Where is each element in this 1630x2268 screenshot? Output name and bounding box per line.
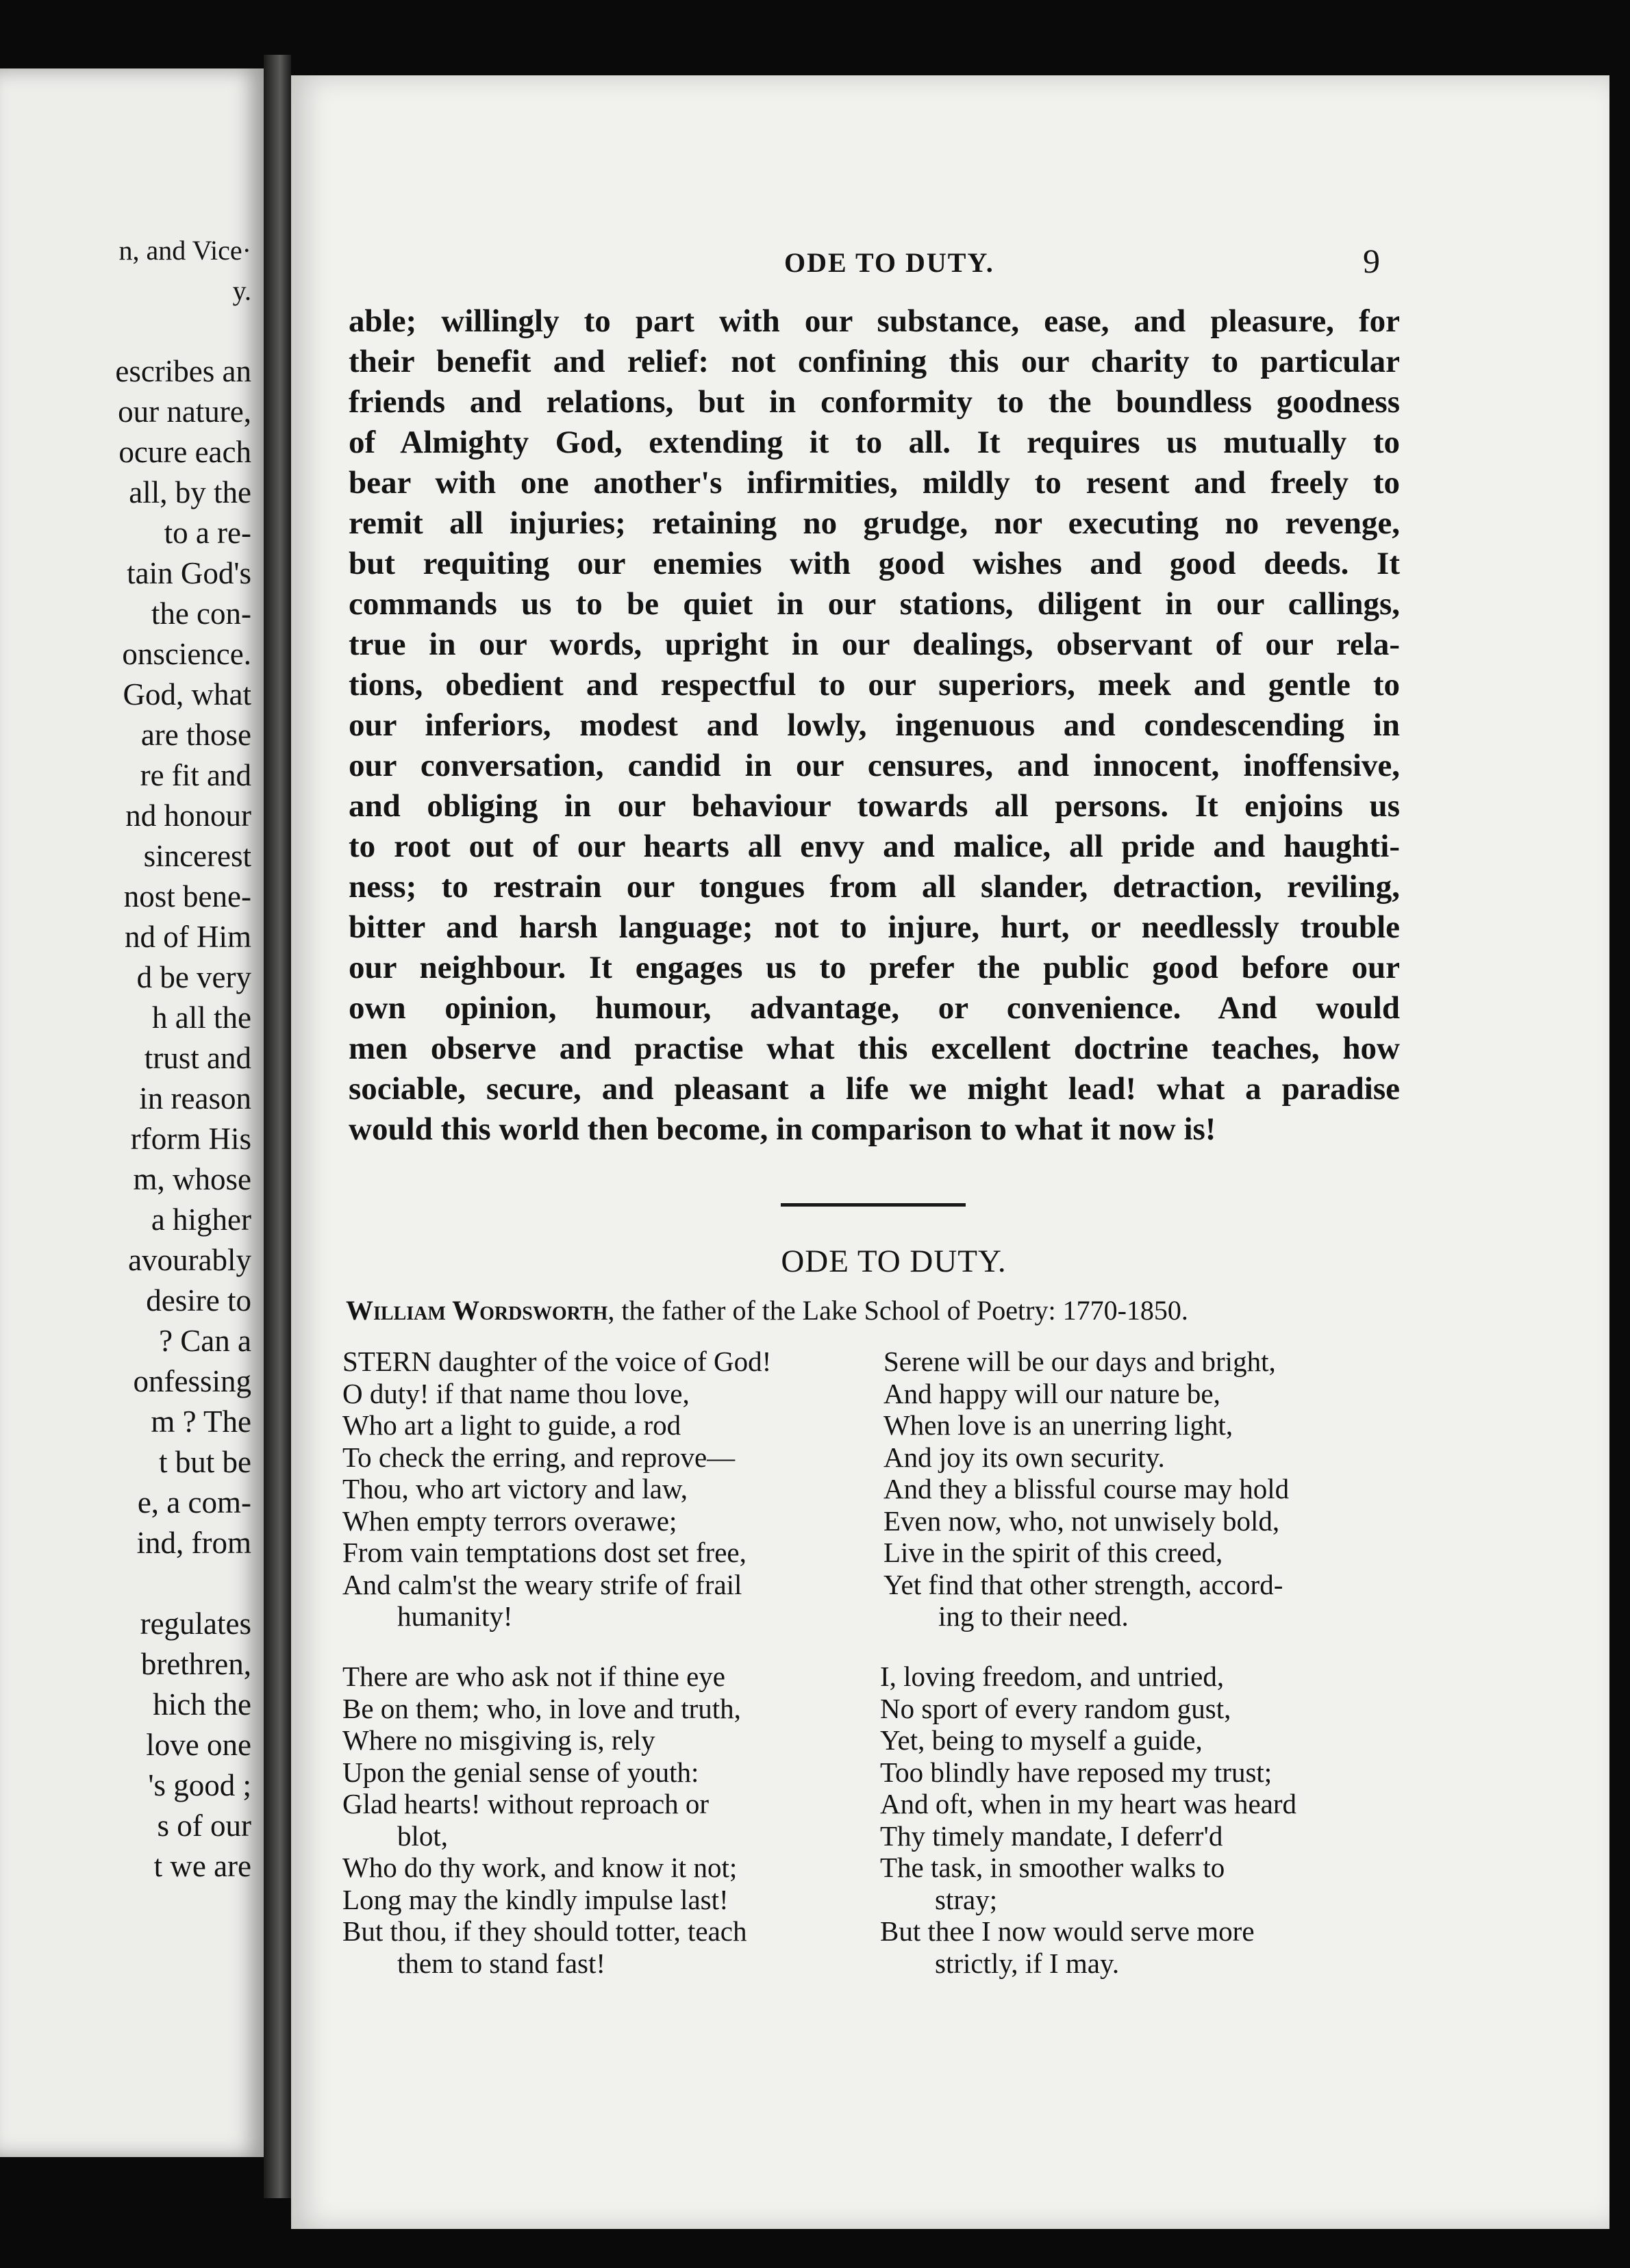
previous-page	[0, 68, 264, 2157]
previous-page-line: to a re-	[164, 516, 251, 550]
previous-page-line: s of our	[157, 1809, 251, 1843]
previous-page-line	[0, 1563, 251, 1604]
verse-line: Long may the kindly impulse last!	[342, 1883, 729, 1915]
poem-title: ODE TO DUTY.	[781, 1244, 1007, 1279]
verse-line: O duty! if that name thou love,	[342, 1377, 690, 1409]
verse-line: The task, in smoother walks to	[880, 1852, 1225, 1883]
running-head: ODE TO DUTY.	[784, 247, 994, 278]
verse-line: humanity!	[397, 1600, 513, 1632]
verse-line: Thou, who art victory and law,	[342, 1473, 688, 1504]
verse-line: There are who ask not if thine eye	[342, 1661, 725, 1692]
verse-line: When love is an unerring light,	[883, 1409, 1233, 1441]
previous-page-line: nd of Him	[125, 920, 251, 954]
previous-page-line: d be very	[136, 960, 251, 994]
prose-line: our neighbour. It engages us to prefer the public good before our	[349, 950, 1400, 985]
previous-page-line	[0, 311, 251, 351]
page-number: 9	[1363, 242, 1380, 280]
previous-page-line: avourably	[128, 1243, 251, 1277]
previous-page-line: e, a com-	[137, 1485, 251, 1520]
previous-page-line: desire to	[146, 1283, 251, 1318]
prose-line: would this world then become, in comparison to what it now is!	[349, 1111, 1216, 1147]
verse-line: Be on them; who, in love and truth,	[342, 1692, 741, 1724]
verse-line: STERN daughter of the voice of God!	[342, 1346, 772, 1377]
verse-line: Even now, who, not unwisely bold,	[883, 1504, 1280, 1537]
previous-page-text	[0, 68, 251, 1887]
verse-line: stray;	[935, 1883, 998, 1915]
stanza-1	[342, 1346, 883, 1633]
stanza-4	[880, 1661, 1421, 1979]
prose-line: own opinion, humour, advantage, or convenience. And would	[349, 990, 1400, 1026]
previous-page-line	[0, 68, 251, 109]
verse-line: And they a blissful course may hold	[883, 1473, 1290, 1504]
poem-author-line	[346, 1294, 1188, 1326]
verse-line: From vain temptations dost set free,	[342, 1537, 747, 1568]
prose-line: men observe and practise what this excellent doctrine teaches, how	[349, 1031, 1400, 1066]
previous-page-line: onfessing	[133, 1364, 251, 1398]
prose-line: their benefit and relief: not confining this our charity to particular	[349, 344, 1400, 379]
prose-line: remit all injuries; retaining no grudge, nor executing no revenge,	[349, 505, 1400, 541]
prose-line: our conversation, candid in our censures, and innocent, inoffensive,	[349, 748, 1400, 783]
verse-line: Glad hearts! without reproach or	[342, 1788, 710, 1819]
stanza-3	[342, 1661, 883, 1979]
previous-page-line: ? Can a	[159, 1324, 251, 1358]
previous-page-line: brethren,	[140, 1647, 251, 1681]
verse-line: And joy its own security.	[883, 1441, 1165, 1473]
previous-page-line: trust and	[144, 1041, 251, 1075]
previous-page-line: tain God's	[127, 556, 251, 590]
previous-page-line: ocure each	[118, 435, 251, 469]
previous-page-line: ind, from	[136, 1526, 251, 1560]
section-divider	[781, 1203, 966, 1207]
previous-page-line: t but be	[159, 1445, 251, 1479]
prose-line: true in our words, upright in our dealings, observant of our rela-	[349, 627, 1400, 662]
previous-page-line: escribes an	[115, 354, 251, 388]
previous-page-line: are those	[140, 718, 251, 752]
prose-line: our inferiors, modest and lowly, ingenuous and condescending in	[349, 707, 1400, 743]
book-gutter	[264, 55, 291, 2198]
previous-page-line: all, by the	[129, 475, 251, 509]
prose-line: but requiting our enemies with good wishes and good deeds. It	[349, 546, 1400, 581]
previous-page-line: hich the	[153, 1687, 251, 1722]
previous-page-line: love one	[146, 1728, 251, 1762]
verse-line: And happy will our nature be,	[883, 1377, 1220, 1409]
verse-line: But thou, if they should totter, teach	[342, 1915, 747, 1947]
previous-page-line: rform His	[130, 1122, 251, 1156]
prose-line: tions, obedient and respectful to our superiors, meek and gentle to	[349, 667, 1400, 703]
verse-line: Yet, being to myself a guide,	[880, 1724, 1203, 1756]
prose-line: bitter and harsh language; not to injure, hurt, or needlessly trouble	[349, 909, 1400, 945]
prose-line: bear with one another's infirmities, mildly to resent and freely to	[349, 465, 1400, 501]
prose-line: and obliging in our behaviour towards all persons. It enjoins us	[349, 788, 1400, 824]
prose-line: ness; to restrain our tongues from all slander, detraction, reviling,	[349, 869, 1400, 905]
verse-line: Where no misgiving is, rely	[342, 1724, 655, 1756]
poem-author-note: , the father of the Lake School of Poetry: 1770-1850.	[607, 1295, 1188, 1326]
verse-line: No sport of every random gust,	[880, 1692, 1231, 1724]
previous-page-line: in reason	[139, 1081, 251, 1116]
previous-page-line	[0, 109, 251, 149]
prose-line: of Almighty God, extending it to all. It requires us mutually to	[349, 425, 1400, 460]
previous-page-line: regulates	[140, 1606, 251, 1641]
previous-page-line: t we are	[153, 1849, 251, 1883]
verse-line: And oft, when in my heart was heard	[880, 1788, 1296, 1819]
previous-page-line: nost bene-	[123, 879, 251, 914]
previous-page-line: m, whose	[133, 1162, 251, 1196]
book-page	[291, 75, 1609, 2229]
previous-page-line: onscience.	[122, 637, 251, 671]
previous-page-line: nd honour	[125, 798, 251, 833]
previous-page-line: h all the	[152, 1000, 251, 1035]
page-edge-shadow	[1609, 68, 1630, 2260]
previous-page-line: 's good ;	[148, 1768, 251, 1802]
verse-line: ing to their need.	[938, 1600, 1129, 1632]
previous-page-line: m ? The	[151, 1404, 251, 1439]
page-header	[291, 242, 1609, 288]
verse-line: I, loving freedom, and untried,	[880, 1661, 1225, 1692]
verse-line: Thy timely mandate, I deferr'd	[880, 1819, 1223, 1852]
verse-line: Yet find that other strength, accord-	[883, 1568, 1283, 1600]
verse-line: And calm'st the weary strife of frail	[342, 1568, 742, 1600]
previous-page-line: re fit and	[140, 758, 251, 792]
prose-line: able; willingly to part with our substance, ease, and pleasure, for	[349, 303, 1400, 339]
previous-page-line	[0, 190, 251, 230]
previous-page-line: God, what	[123, 677, 251, 711]
verse-line: But thee I now would serve more	[880, 1915, 1255, 1947]
prose-line: to root out of our hearts all envy and malice, all pride and haughti-	[349, 829, 1400, 864]
prose-paragraph	[349, 301, 1400, 1150]
poem-author-name: William Wordsworth	[346, 1295, 608, 1326]
previous-page-line: the con-	[151, 596, 251, 631]
previous-page-line: sincerest	[143, 839, 251, 873]
verse-line: When empty terrors overawe;	[342, 1504, 677, 1537]
previous-page-line: a higher	[151, 1202, 251, 1237]
verse-line: blot,	[397, 1819, 449, 1852]
previous-page-line	[0, 149, 251, 190]
verse-line: Who do thy work, and know it not;	[342, 1852, 738, 1883]
verse-line: Too blindly have reposed my trust;	[880, 1756, 1272, 1788]
previous-page-line: n, and Vice·	[118, 235, 251, 266]
stanza-2	[883, 1346, 1425, 1633]
previous-page-line: our nature,	[118, 394, 251, 429]
verse-line: To check the erring, and reprove—	[342, 1441, 736, 1473]
verse-line: them to stand fast!	[397, 1947, 606, 1979]
verse-line: Who art a light to guide, a rod	[342, 1409, 681, 1441]
verse-line: strictly, if I may.	[935, 1947, 1120, 1979]
previous-page-line: y.	[232, 275, 251, 306]
verse-line: Upon the genial sense of youth:	[342, 1756, 699, 1788]
prose-line: commands us to be quiet in our stations, diligent in our callings,	[349, 586, 1400, 622]
prose-line: friends and relations, but in conformity to the boundless goodness	[349, 384, 1400, 420]
prose-line: sociable, secure, and pleasant a life we might lead! what a paradise	[349, 1071, 1400, 1107]
verse-line: Live in the spirit of this creed,	[883, 1537, 1223, 1568]
verse-line: Serene will be our days and bright,	[883, 1346, 1276, 1377]
